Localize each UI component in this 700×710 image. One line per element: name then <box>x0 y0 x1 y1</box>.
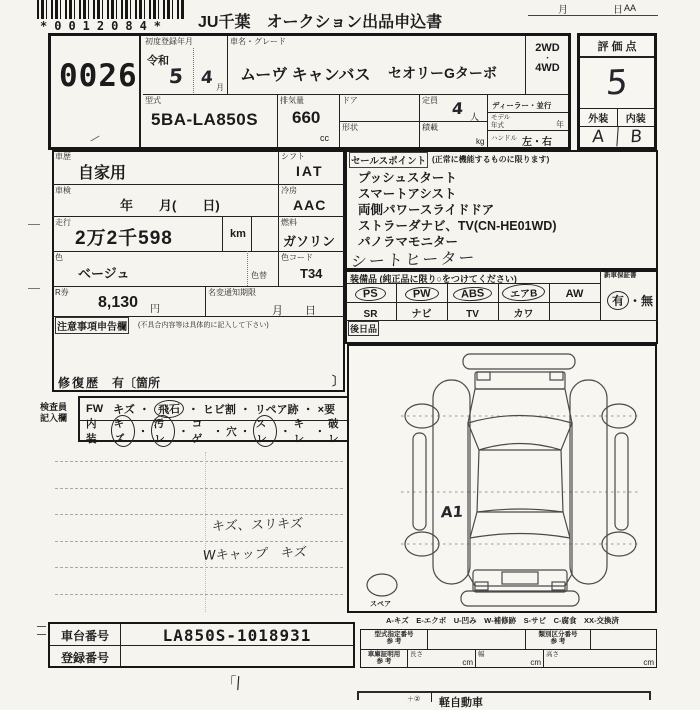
interior-item: 穴 <box>226 425 237 438</box>
interior-item-circled: 汚レ <box>150 414 176 447</box>
garage-cell <box>361 650 408 668</box>
interior-grade: B <box>629 126 643 148</box>
model-label: 型式 <box>145 96 161 105</box>
model-year-label2: 年式 <box>491 122 504 129</box>
memo-text-1: キズ、スリキズ <box>211 516 304 535</box>
inspection-value: 年 月( 日) <box>120 198 220 213</box>
exterior-label: 外装 <box>580 109 618 126</box>
dealer-cell <box>488 95 569 113</box>
displacement-cell <box>278 95 340 147</box>
date-suffix: AA <box>624 3 637 13</box>
equip-sr: SR <box>363 309 378 320</box>
displacement-value: 660 <box>292 108 321 127</box>
row-line-3 <box>52 251 345 252</box>
equip-line-bottom <box>345 320 658 321</box>
class-no-cell <box>526 630 591 649</box>
score-label: 評 価 点 <box>580 36 654 58</box>
car-diagram <box>349 346 655 611</box>
warranty-label: 新車保証書 <box>604 272 637 279</box>
mileage-unit: km <box>230 228 246 240</box>
first-registration-label: 初度登録年月 <box>145 37 193 46</box>
type-no-value <box>428 630 526 649</box>
equip-aw: AW <box>565 288 584 300</box>
length-label: 長さ <box>410 651 423 658</box>
repair-value: 有〔箇所 <box>112 376 161 390</box>
model-value: 5BA-LA850S <box>151 110 259 129</box>
car-grade-value: セオリーGターボ <box>388 65 497 81</box>
memo-divider-v <box>205 452 206 612</box>
caution-label: 注意事項申告欄 <box>56 318 128 333</box>
warranty-no: 無 <box>641 294 654 308</box>
handle-label: ハンドル <box>491 135 517 142</box>
door-cell <box>340 95 420 122</box>
fw-item-circled: 飛石 <box>153 399 184 419</box>
stray-mark <box>28 288 40 289</box>
sales-item: パノラマモニター <box>358 235 459 249</box>
dot-separator: ・ <box>212 425 224 438</box>
fw-item: ヒビ割 <box>202 404 236 416</box>
chassis-box <box>48 622 355 668</box>
equip-kawa: カワ <box>513 309 534 320</box>
sales-note: (正常に機能するものに限ります) <box>432 155 550 164</box>
color-code-value: T34 <box>300 266 323 281</box>
shift-value: IAT <box>296 163 324 179</box>
interior-item: キレ <box>293 418 305 445</box>
width-unit: cm <box>530 658 541 667</box>
dot-separator: ・ <box>239 404 251 416</box>
cutoff-row <box>357 691 651 709</box>
garage-label: 車庫証明用 <box>367 651 401 658</box>
drive-4wd: 4WD <box>535 62 560 74</box>
handwritten-mark: 「| <box>221 674 242 692</box>
page-title: JU千葉 オークション出品申込書 <box>198 14 443 31</box>
r-ticket-label: R券 <box>55 288 69 297</box>
mileage-label: 走行 <box>55 218 71 227</box>
rear-bumper <box>461 591 579 606</box>
color-value: ベージュ <box>78 266 130 281</box>
equipment-label: 装備品 (純正品に限り○をつけてください) <box>350 274 517 284</box>
stray-mark <box>37 626 46 627</box>
stray-mark <box>37 634 46 635</box>
spare-tire <box>367 574 397 596</box>
registration-month: 4 <box>200 67 214 89</box>
height-label: 高さ <box>546 651 559 658</box>
equip-ps: PS <box>355 286 386 302</box>
score-box <box>577 33 657 150</box>
type-no-sub: 参 考 <box>386 638 402 645</box>
equip-line-mid <box>345 302 600 303</box>
door-label: ドア <box>342 96 358 105</box>
class-no-label: 類別区分番号 <box>538 631 578 638</box>
reference-box <box>360 629 657 668</box>
class-no-value <box>591 630 656 649</box>
capacity-value: 4 <box>451 98 464 119</box>
r-ticket-value: 8,130 <box>98 294 139 311</box>
car-body <box>468 389 572 586</box>
first-registration-cell <box>143 36 228 95</box>
warranty-value <box>602 291 658 310</box>
height-unit: cm <box>643 658 654 667</box>
handle-cell <box>488 131 569 147</box>
dot-separator: ・ <box>239 425 251 438</box>
color-change-divider <box>247 251 248 286</box>
spare-label: スペア <box>370 601 391 608</box>
exterior-grade: A <box>579 126 618 147</box>
color-change-label: 色替 <box>251 271 267 280</box>
length-cell <box>408 650 476 668</box>
equip-row2 <box>345 304 600 320</box>
equip-tv: TV <box>466 309 479 320</box>
diagram-box <box>347 344 657 613</box>
chassis-value: LA850S-1018931 <box>162 626 312 645</box>
mileage-unit-cell <box>222 216 252 251</box>
fw-head: FW <box>86 403 104 415</box>
ac-value: AAC <box>293 197 327 213</box>
lot-cell <box>51 36 141 147</box>
memo-line <box>55 567 343 568</box>
sales-item: ストラーダナビ、TV(CN-HE01WD) <box>358 219 557 233</box>
color-code-label: 色コード <box>281 253 313 262</box>
equip-navi: ナビ <box>411 309 432 320</box>
handle-value: 左・右 <box>522 137 552 148</box>
capacity-unit: 人 <box>470 112 480 122</box>
row-line-2 <box>52 216 345 217</box>
sales-item: スマートアシスト <box>358 187 457 201</box>
diagram-damage-mark: A1 <box>440 502 464 522</box>
memo-line <box>55 594 343 595</box>
row-line-4 <box>52 286 345 287</box>
cutoff-right-text: 軽自動車 <box>439 697 483 709</box>
sales-item: プッシュスタート <box>358 171 457 185</box>
interior-row <box>80 417 352 446</box>
dot-separator: ・ <box>187 404 199 416</box>
registration-number-value <box>121 646 353 667</box>
cutoff-left-text: ＋② <box>407 696 421 703</box>
model-year-cell <box>488 113 569 131</box>
fuel-label: 燃料 <box>281 218 297 227</box>
dot-separator: ・ <box>314 425 326 438</box>
equip-airbag: エアB <box>501 283 545 302</box>
model-year-unit: 年 <box>556 120 564 129</box>
length-unit: cm <box>462 658 473 667</box>
warranty-yes: 有 <box>606 290 629 310</box>
name-change-label: 名変通知期限 <box>208 288 256 297</box>
drive-cell <box>526 36 569 95</box>
header-date <box>528 0 658 16</box>
registration-year: 5 <box>168 63 184 89</box>
interior-item: 破レ <box>328 418 339 445</box>
interior-item: コゲ <box>191 418 203 445</box>
later-items-label: 後日品 <box>350 324 378 334</box>
drive-2wd: 2WD <box>535 42 560 54</box>
model-year-label1: モデル <box>491 114 511 121</box>
name-change-divider <box>205 286 206 316</box>
sales-label: セールスポイント <box>350 153 427 167</box>
dot-separator: ・ <box>138 404 150 416</box>
era-label: 令和 <box>147 55 169 67</box>
reg-divider <box>193 48 194 93</box>
inspection-label: 車検 <box>55 186 71 195</box>
interior-label: 内装 <box>625 114 646 125</box>
color-label: 色 <box>55 253 63 262</box>
warranty-dot: ・ <box>628 294 641 308</box>
fuel-value: ガソリン <box>283 234 336 249</box>
cutoff-divider <box>431 693 432 702</box>
r-ticket-unit: 円 <box>150 304 160 315</box>
fw-item: ×要 <box>317 404 336 416</box>
left-side-panel <box>433 380 470 584</box>
sales-item: 両側パワースライドドア <box>358 203 495 217</box>
load-unit: kg <box>476 137 485 146</box>
height-cell <box>544 650 656 668</box>
garage-sub: 参 考 <box>376 658 392 665</box>
shape-cell <box>340 122 420 147</box>
dot-separator: ・ <box>178 425 189 438</box>
repair-label: 修復歴 <box>58 376 101 390</box>
shift-label: シフト <box>281 152 305 161</box>
displacement-unit: cc <box>320 133 329 143</box>
stray-mark <box>28 224 40 225</box>
registration-number-label: 登録番号 <box>50 646 121 667</box>
displacement-label: 排気量 <box>280 96 304 105</box>
dealer-label: ディーラー・並行 <box>492 101 552 110</box>
type-no-label: 型式指定番号 <box>374 631 414 638</box>
history-value: 自家用 <box>78 165 127 182</box>
row-line-1 <box>52 184 345 185</box>
name-change-value: 月 日 <box>272 305 316 317</box>
car-name-cell <box>228 36 526 95</box>
front-bumper <box>463 354 575 369</box>
fw-item: リペア跡 <box>254 404 299 416</box>
shape-label: 形状 <box>342 123 358 132</box>
load-label: 積載 <box>422 123 438 132</box>
warranty-divider <box>600 270 601 320</box>
dot-separator: ・ <box>137 425 149 438</box>
left-box-divider-v <box>278 150 279 286</box>
interior-item-circled: キズ <box>110 414 135 447</box>
inspector-box <box>78 396 354 446</box>
equip-pw: PW <box>404 286 438 302</box>
score-value: 5 <box>604 62 630 104</box>
interior-item-circled: スレ <box>252 414 278 447</box>
date-month-label: 月 <box>558 5 568 16</box>
wheel-rear-left <box>405 532 439 556</box>
type-no-cell <box>361 630 428 649</box>
history-label: 車歴 <box>55 152 71 161</box>
interior-head: 内装 <box>86 418 97 445</box>
memo-line <box>55 461 343 462</box>
month-suffix: 月 <box>216 83 224 92</box>
capacity-label: 定員 <box>422 96 438 105</box>
barcode-text: *0012084* <box>40 19 169 33</box>
sales-handwritten: シートヒーター <box>350 247 478 272</box>
caution-note: (不具合内容等は具体的に記入して下さい) <box>138 322 269 329</box>
barcode <box>37 0 185 19</box>
memo-line <box>55 488 343 489</box>
equip-abs: ABS <box>453 286 493 302</box>
right-side-panel <box>570 380 607 584</box>
inspector-label1: 検査員 <box>40 402 68 412</box>
repair-close: 〕 <box>332 374 345 388</box>
lot-number: 0026 <box>59 58 138 94</box>
drive-dot: ・ <box>542 53 552 63</box>
dot-separator: ・ <box>302 404 314 416</box>
model-cell <box>143 95 278 147</box>
class-no-sub: 参 考 <box>550 638 566 645</box>
fw-item: キズ <box>113 404 135 416</box>
wheel-front-left <box>405 404 439 428</box>
inspector-label2: 記入欄 <box>40 413 68 423</box>
width-cell <box>476 650 544 668</box>
damage-legend: A-キズ E-エクボ U-凹み W-補修跡 S-サビ C-腐食 XX-交換済 <box>386 616 620 625</box>
date-day-label: 日 <box>613 5 623 16</box>
load-cell <box>420 122 488 147</box>
equip-row1 <box>345 284 600 302</box>
chassis-label: 車台番号 <box>50 624 121 645</box>
memo-text-2: Wキャップ キズ <box>202 545 308 564</box>
capacity-cell <box>420 95 488 122</box>
car-name-label: 車名・グレード <box>230 37 286 46</box>
mileage-value: 2万2千598 <box>75 228 173 249</box>
dot-separator: ・ <box>280 425 291 438</box>
width-label: 幅 <box>478 651 485 658</box>
car-name-value: ムーヴ キャンバス <box>240 67 371 84</box>
ac-label: 冷房 <box>281 186 297 195</box>
